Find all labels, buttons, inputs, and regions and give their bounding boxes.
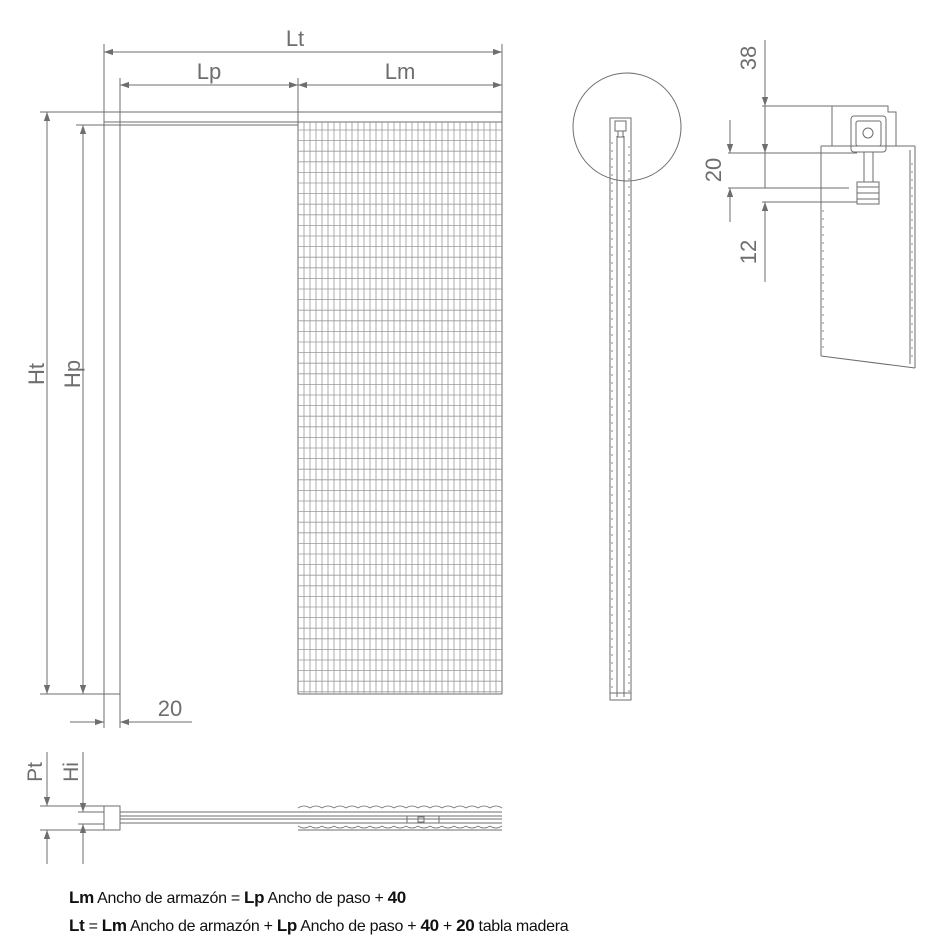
- label-detail-20: 20: [701, 157, 726, 183]
- detail-circle: [573, 73, 681, 181]
- plan-fold-bottom: [298, 826, 310, 828]
- detail-view: [728, 40, 915, 368]
- formula1-term-40: 40: [387, 888, 406, 907]
- label-hi: Hi: [60, 762, 83, 782]
- plan-jamb: [104, 806, 120, 830]
- formula2-text-b: Ancho de paso +: [296, 918, 421, 935]
- plan-fold-top: [394, 806, 406, 808]
- formula1-term-lp: Lp: [244, 888, 265, 907]
- formula2-text-plus: +: [438, 918, 457, 935]
- plan-folds: [298, 806, 502, 828]
- plan-fold-bottom: [490, 826, 502, 828]
- plan-fold-top: [382, 806, 394, 808]
- side-section: [573, 73, 681, 700]
- plan-fold-bottom: [370, 826, 382, 828]
- formula2-text-c: tabla madera: [474, 918, 569, 935]
- plan-fold-bottom: [430, 826, 442, 828]
- plan-fold-bottom: [418, 826, 430, 828]
- plan-fold-bottom: [454, 826, 466, 828]
- formula-notes: [69, 884, 568, 940]
- plan-fold-top: [310, 806, 322, 808]
- plan-fold-bottom: [322, 826, 334, 828]
- label-lp: Lp: [196, 59, 222, 84]
- plan-fold-top: [418, 806, 430, 808]
- plan-fold-bottom: [334, 826, 346, 828]
- dimension-hp: [76, 125, 120, 694]
- plan-fold-top: [370, 806, 382, 808]
- label-hp: Hp: [60, 359, 85, 389]
- label-lm: Lm: [384, 59, 416, 84]
- top-rail: [104, 112, 502, 122]
- plan-fold-top: [322, 806, 334, 808]
- detail-trolley-inner: [856, 121, 881, 146]
- detail-panel-ticks: [823, 163, 912, 357]
- label-detail-12: 12: [736, 239, 761, 265]
- formula2-text-eq: =: [84, 918, 102, 935]
- side-top-roller: [615, 121, 626, 131]
- side-profile: [610, 118, 631, 700]
- plan-fold-bottom: [466, 826, 478, 828]
- plan-fold-top: [478, 806, 490, 808]
- plan-fold-bottom: [358, 826, 370, 828]
- plan-fold-top: [454, 806, 466, 808]
- formula-line-2: [69, 912, 568, 940]
- plan-fold-top: [298, 806, 310, 808]
- plan-fold-top: [466, 806, 478, 808]
- plan-fold-bottom: [406, 826, 418, 828]
- formula-line-1: [69, 884, 568, 912]
- formula2-term-lm: Lm: [101, 916, 127, 935]
- plan-fold-top: [442, 806, 454, 808]
- dimension-lt: [104, 44, 502, 112]
- formula2-term-20: 20: [456, 916, 475, 935]
- plan-fold-top: [490, 806, 502, 808]
- label-pt: Pt: [24, 762, 47, 782]
- plan-fold-bottom: [442, 826, 454, 828]
- label-detail-38: 38: [736, 45, 761, 71]
- plan-fold-bottom: [346, 826, 358, 828]
- plan-fold-bottom: [382, 826, 394, 828]
- label-ht: Ht: [24, 363, 49, 385]
- formula2-term-lp: Lp: [276, 916, 297, 935]
- detail-rail-top: [832, 106, 915, 146]
- side-top-stem: [618, 131, 623, 137]
- formula2-text-a: Ancho de armazón +: [126, 918, 277, 935]
- dimension-lp-lm: [120, 78, 502, 122]
- plan-fold-bottom: [310, 826, 322, 828]
- frame-mesh-grid: [298, 122, 502, 694]
- side-profile-ticks: [612, 142, 629, 692]
- detail-wheel: [863, 128, 873, 138]
- detail-panel-break: [821, 356, 915, 368]
- detail-stem: [864, 152, 873, 182]
- label-jamb-20: 20: [157, 696, 183, 721]
- plan-fold-top: [334, 806, 346, 808]
- dimension-ht: [40, 112, 104, 694]
- label-lt: Lt: [285, 26, 305, 51]
- formula2-term-40: 40: [420, 916, 439, 935]
- plan-fold-bottom: [394, 826, 406, 828]
- plan-fold-top: [346, 806, 358, 808]
- plan-fold-top: [430, 806, 442, 808]
- plan-fold-bottom: [478, 826, 490, 828]
- formula1-text-b: Ancho de paso +: [264, 890, 388, 907]
- plan-fold-top: [358, 806, 370, 808]
- formula1-text-a: Ancho de armazón =: [93, 890, 245, 907]
- plan-fold-top: [406, 806, 418, 808]
- formula1-term-lm: Lm: [69, 888, 94, 907]
- formula2-term-lt: Lt: [69, 916, 85, 935]
